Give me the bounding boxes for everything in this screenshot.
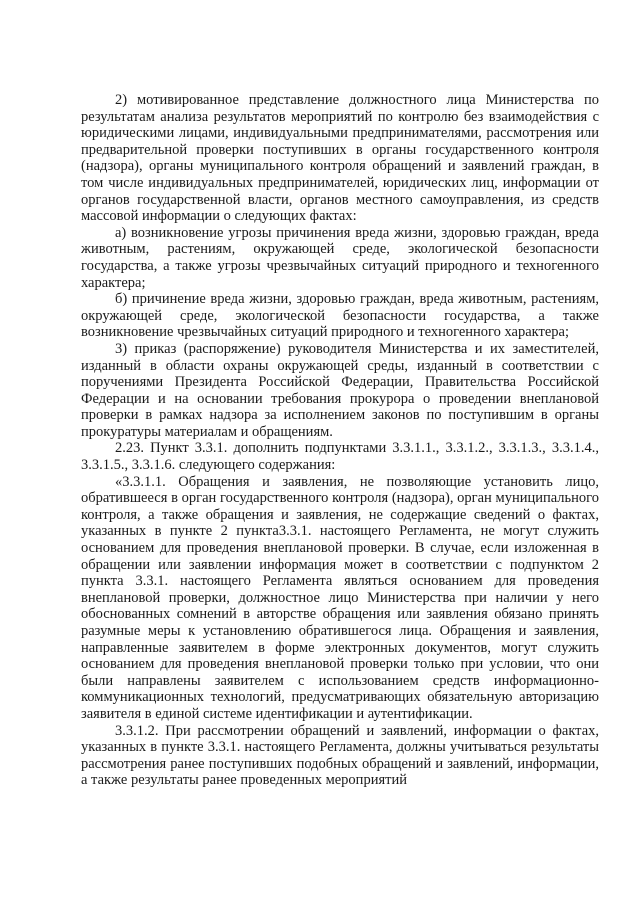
paragraph-item-b: б) причинение вреда жизни, здоровью граждан, вреда животным, растениям, окружающей среде, экологической безопасности государства, а также возникновение чрезвычайных ситуаций природного и техногенного характера;: [81, 291, 599, 341]
paragraph-3-3-1-1: «3.3.1.1. Обращения и заявления, не позволяющие установить лицо, обратившееся в орган государственного контроля (надзора), орган муниципального контроля, а также обращения и заявления, не содержащие сведений о фактах, указанных в пункте 2 пункта3.3.1. настоящего Регламента, не могут служить основанием для проведения внеплановой проверки. В случае, если изложенная в обращении или заявлении информация может в соответствии с подпунктом 2 пункта 3.3.1. настоящего Регламента являться основанием для проведения внеплановой проверки, должностное лицо Министерства при наличии у него обоснованных сомнений в авторстве обращения или заявления обязано принять разумные меры к установлению обратившегося лица. Обращения и заявления, направленные заявителем в форме электронных документов, могут служить основанием для проведения внеплановой проверки только при условии, что они были направлены заявителем с использованием средств информационно-коммуникационных технологий, предусматривающих обязательную авторизацию заявителя в единой системе идентификации и аутентификации.: [81, 473, 599, 722]
paragraph-motivated-representation: 2) мотивированное представление должностного лица Министерства по результатам анализа результатов мероприятий по контролю без взаимодействия с юридическими лицами, индивидуальными предпринимателями, рассмотрения или предварительной проверки поступивших в органы государственного контроля (надзора), органы муниципального контроля обращений и заявлений граждан, в том числе индивидуальных предпринимателей, юридических лиц, информации от органов государственной власти, органов местного самоуправления, из средств массовой информации о следующих фактах:: [81, 92, 599, 225]
paragraph-2-23: 2.23. Пункт 3.3.1. дополнить подпунктами 3.3.1.1., 3.3.1.2., 3.3.1.3., 3.3.1.4., 3.3.1.5., 3.3.1.6. следующего содержания:: [81, 440, 599, 474]
document-body: [81, 92, 599, 789]
paragraph-3-3-1-2: 3.3.1.2. При рассмотрении обращений и заявлений, информации о фактах, указанных в пункте 3.3.1. настоящего Регламента, должны учитываться результаты рассмотрения ранее поступивших подобных обращений и заявлений, информации, а также результаты ранее проведенных мероприятий: [81, 722, 599, 789]
paragraph-item-a: а) возникновение угрозы причинения вреда жизни, здоровью граждан, вреда животным, растениям, окружающей среде, экологической безопасности государства, а также угрозы чрезвычайных ситуаций природного и техногенного характера;: [81, 224, 599, 291]
paragraph-order: 3) приказ (распоряжение) руководителя Министерства и их заместителей, изданный в области охраны окружающей среды, изданный в соответствии с поручениями Президента Российской Федерации, Правительства Российской Федерации и на основании требования прокурора о проведении внеплановой проверки в рамках надзора за исполнением законов по поступившим в органы прокуратуры материалам и обращениям.: [81, 340, 599, 440]
